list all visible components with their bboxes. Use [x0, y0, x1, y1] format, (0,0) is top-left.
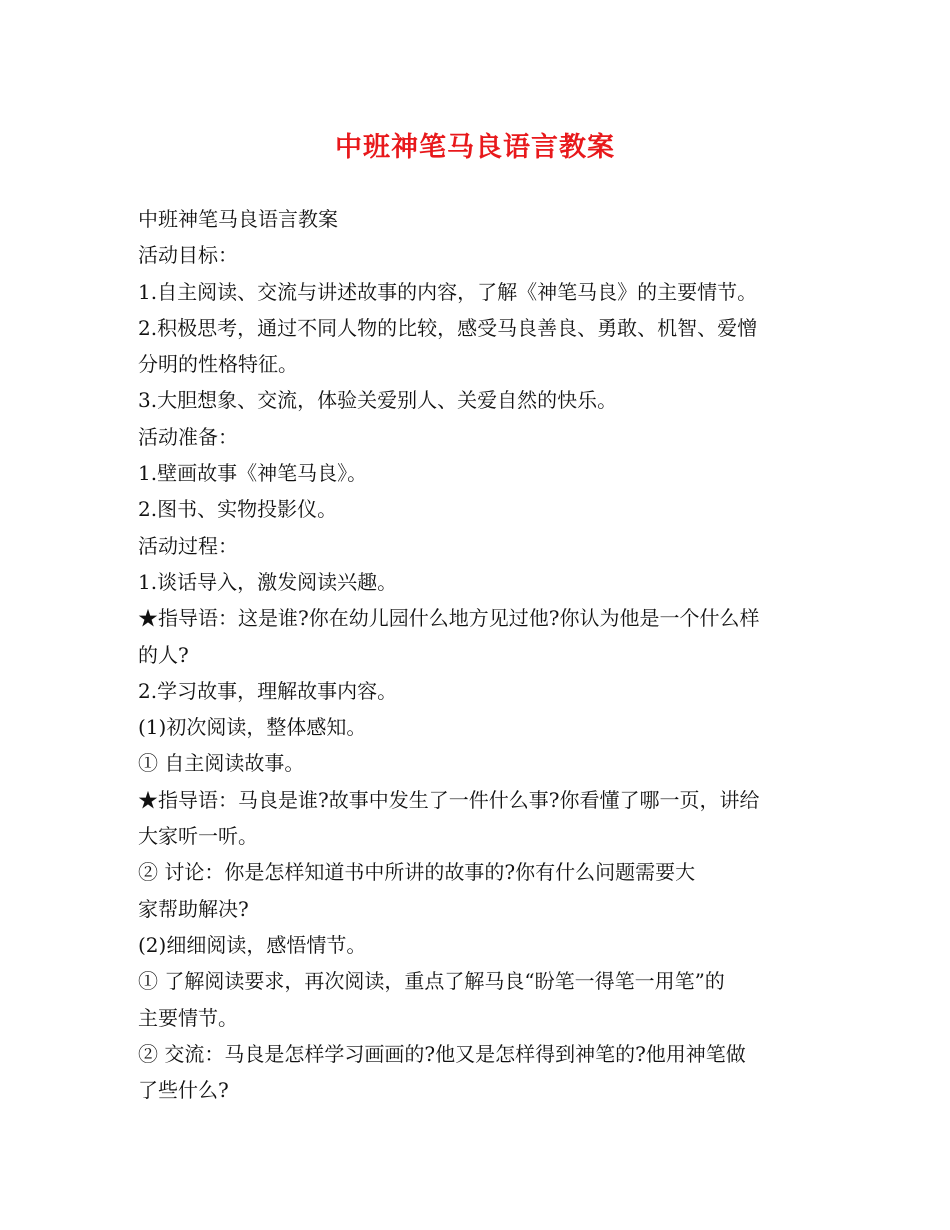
body-line: 的人?: [138, 642, 189, 667]
body-line: ② 交流：马良是怎样学习画画的?他又是怎样得到神笔的?他用神笔做: [138, 1041, 746, 1066]
body-line: 分明的性格特征。: [138, 352, 298, 377]
body-line: 1.谈话导入，激发阅读兴趣。: [138, 569, 398, 594]
body-line: ② 讨论：你是怎样知道书中所讲的故事的?你有什么问题需要大: [138, 860, 696, 885]
body-line: ① 了解阅读要求，再次阅读，重点了解马良“盼笔一得笔一用笔”的: [138, 969, 725, 994]
body-line: 大家听一听。: [138, 824, 258, 849]
body-line: 1.壁画故事《神笔马良》。: [138, 461, 368, 486]
document-title: 中班神笔马良语言教案: [335, 132, 615, 163]
body-line: ★指导语：这是谁?你在幼儿园什么地方见过他?你认为他是一个什么样: [138, 606, 760, 631]
body-line: 2.图书、实物投影仪。: [138, 497, 338, 522]
body-line-subtitle: 中班神笔马良语言教案: [138, 207, 338, 231]
section-heading-process: 活动过程：: [138, 533, 238, 558]
body-line: 2.积极思考，通过不同人物的比较，感受马良善良、勇敢、机智、爱憎: [138, 315, 758, 340]
body-line: (1)初次阅读，整体感知。: [138, 715, 367, 740]
document-body: [138, 201, 818, 1108]
body-line: (2)细细阅读，感悟情节。: [138, 932, 367, 957]
section-heading-preparation: 活动准备：: [138, 424, 238, 449]
body-line: 家帮助解决?: [138, 896, 249, 921]
section-heading-goals: 活动目标：: [138, 243, 238, 268]
body-line: 了些什么?: [138, 1078, 229, 1103]
body-line: 3.大胆想象、交流，体验关爱别人、关爱自然的快乐。: [138, 388, 618, 413]
body-line: 1.自主阅读、交流与讲述故事的内容，了解《神笔马良》的主要情节。: [138, 279, 758, 304]
body-line: 主要情节。: [138, 1005, 238, 1030]
body-line: 2.学习故事，理解故事内容。: [138, 678, 398, 703]
body-line: ★指导语：马良是谁?故事中发生了一件什么事?你看懂了哪一页，讲给: [138, 787, 760, 812]
body-line: ① 自主阅读故事。: [138, 751, 305, 776]
